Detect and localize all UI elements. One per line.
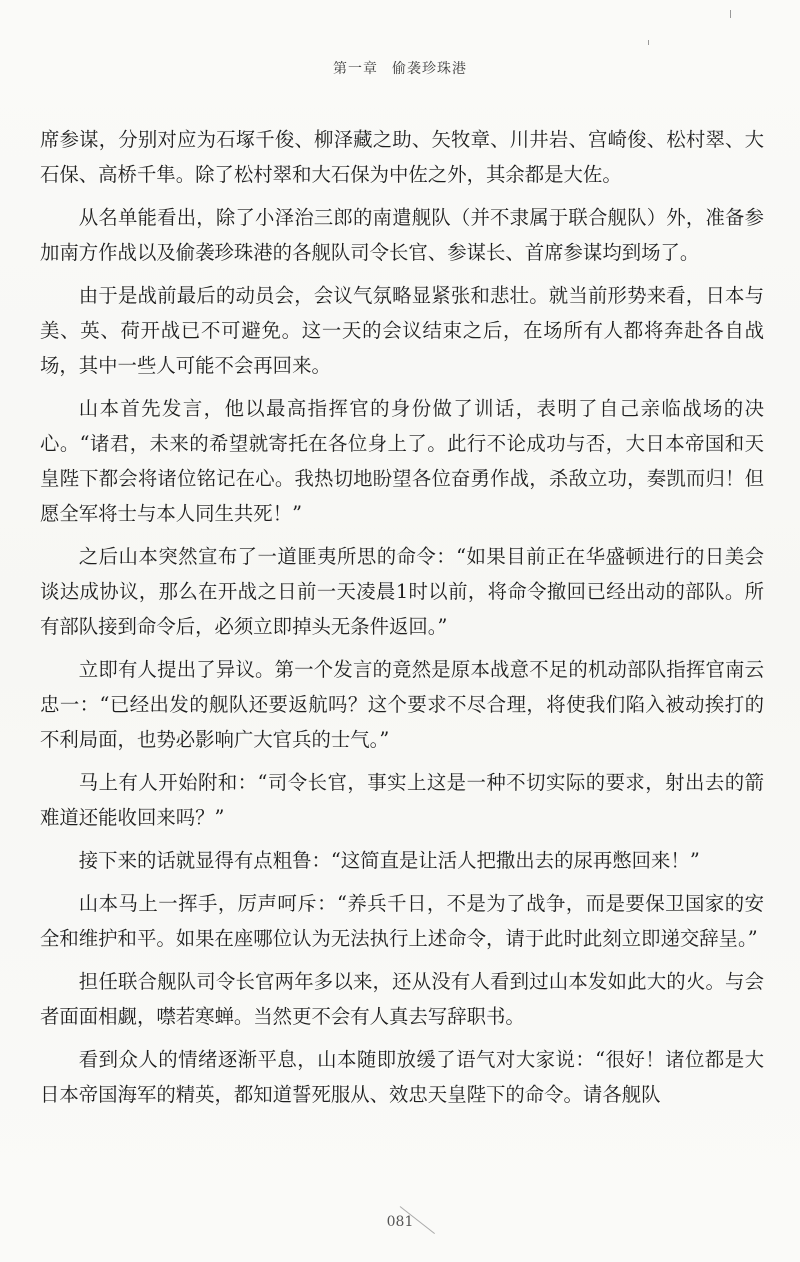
scan-speck (648, 40, 649, 45)
paragraph: 从名单能看出，除了小泽治三郎的南遣舰队（并不隶属于联合舰队）外，准备参加南方作战以及偷袭珍珠港的各舰队司令长官、参谋长、首席参谋均到场了。 (40, 206, 764, 264)
paragraph: 担任联合舰队司令长官两年多以来，还从没有人看到过山本发如此大的火。与会者面面相觑，噤若寒蝉。当然更不会有人真去写辞职书。 (40, 970, 764, 1028)
paragraph: 接下来的话就显得有点粗鲁：“这简直是让活人把撒出去的尿再憋回来！” (78, 849, 700, 872)
chapter-number: 第一章 (333, 61, 378, 77)
scan-speck (730, 10, 731, 18)
paragraph: 席参谋，分别对应为石塚千俊、柳泽藏之助、矢牧章、川井岩、宫崎俊、松村翠、大石保、高桥千隼。除了松村翠和大石保为中佐之外，其余都是大佐。 (40, 128, 764, 186)
chapter-title: 偷袭珍珠港 (392, 61, 467, 77)
paragraph: 山本马上一挥手，厉声呵斥：“养兵千日，不是为了战争，而是要保卫国家的安全和维护和平。如果在座哪位认为无法执行上述命令，请于此时此刻立即递交辞呈。” (40, 892, 764, 950)
body-text (40, 122, 764, 1120)
running-header (0, 58, 800, 78)
paragraph: 立即有人提出了异议。第一个发言的竟然是原本战意不足的机动部队指挥官南云忠一：“已经出发的舰队还要返航吗？这个要求不尽合理，将使我们陷入被动挨打的不利局面，也势必影响广大官兵的士气。” (40, 658, 764, 751)
paragraph: 之后山本突然宣布了一道匪夷所思的命令：“如果目前正在华盛顿进行的日美会谈达成协议，那么在开战之日前一天凌晨1时以前，将命令撤回已经出动的部队。所有部队接到命令后，必须立即掉头无条件返回。” (40, 545, 764, 638)
paragraph: 由于是战前最后的动员会，会议气氛略显紧张和悲壮。就当前形势来看，日本与美、英、荷开战已不可避免。这一天的会议结束之后，在场所有人都将奔赴各自战场，其中一些人可能不会再回来。 (40, 284, 764, 377)
paragraph: 看到众人的情绪逐渐平息，山本随即放缓了语气对大家说：“很好！诸位都是大日本帝国海军的精英，都知道誓死服从、效忠天皇陛下的命令。请各舰队 (40, 1048, 764, 1106)
page-number: 081 (386, 1214, 414, 1230)
paragraph: 马上有人开始附和：“司令长官，事实上这是一种不切实际的要求，射出去的箭难道还能收回来吗？” (40, 771, 764, 829)
paragraph: 山本首先发言，他以最高指挥官的身份做了训话，表明了自己亲临战场的决心。“诸君，未来的希望就寄托在各位身上了。此行不论成功与否，大日本帝国和天皇陛下都会将诸位铭记在心。我热切地盼望各位奋勇作战，杀敌立功，奏凯而归！但愿全军将士与本人同生共死！” (40, 397, 764, 525)
